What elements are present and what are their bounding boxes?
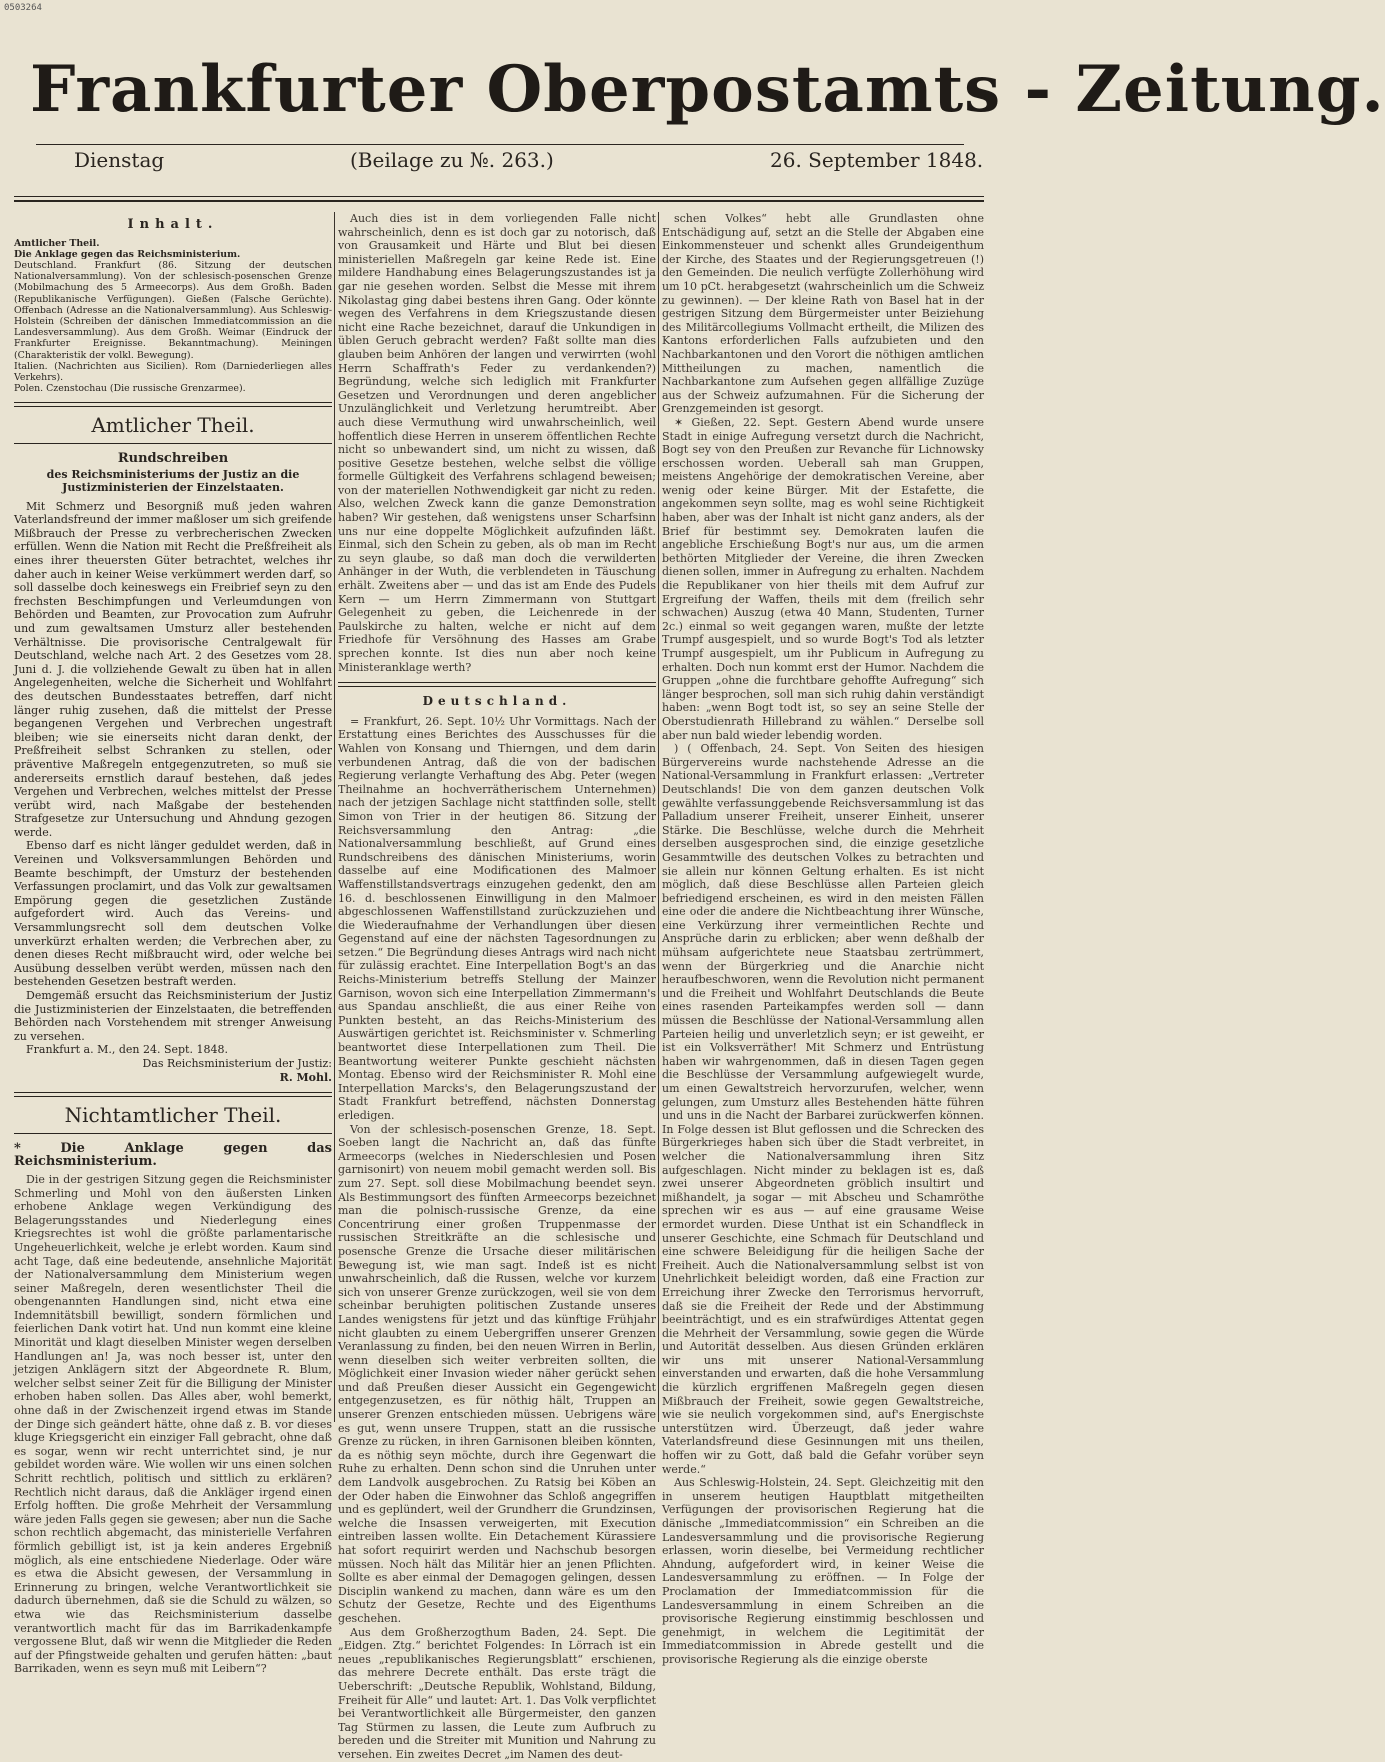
weekday: Dienstag [74, 148, 165, 172]
paragraph: Auch dies ist in dem vorliegenden Falle nicht wahrscheinlich, denn es ist doch gar zu notorisch, daß von Grausamkeit und Härte und Blut bei diesen ministeriellen Maßregeln gar keine Rede ist. Eine mildere Handhabung eines Belagerungszustandes ist ja gar nie gesehen worden. Selbst die Messe mit ihrem Nikolastag ging dabei bestens ihren Gang. Oder könnte wegen des Verfahrens in dem Kriegszustande diesen nicht eine Rache bezeichnet, darauf die Unkundigen in üblen Geruch gebracht werden? Faßt sollte man dies glauben beim Anhören der langen und verwirrten (wohl Herrn Schaffrath's Feder zu verdankenden?) Begründung, welche sich lediglich mit Frankfurter Gesetzen und Verordnungen und deren angeblicher Unzulänglichkeit und Verletzung herumtreibt. Aber auch diese Vermuthung wird unwahrscheinlich, weil hoffentlich diese Herren in unserem öffentlichen Rechte nicht so unbewandert sind, um nicht zu wissen, daß positive Gesetze bestehen, welche selbst die völlige formelle Gültigkeit des Verfahrens schlagend beweisen; von der materiellen Nothwendigkeit gar nicht zu reden. Also, welchen Zweck kann die ganze Demonstration haben? Wir gestehen, daß wenigstens unser Scharfsinn uns nur eine doppelte Möglichkeit aufzufinden läßt. Einmal, sich den Schein zu geben, als ob man im Recht zu seyn glaube, so daß man doch die verwilderten Anhänger in der Wuth, die verblendeten in Täuschung erhält. Zweitens aber — und das ist am Ende des Pudels Kern — um Herrn Zimmermann von Stuttgart Gelegenheit zu geben, die Leichenrede in der Paulskirche zu halten, welche er nicht auf dem Friedhofe für Versöhnung des Hasses am Grabe sprechen konnte. Ist dies nun aber noch keine Ministeranklage werth? [338, 212, 656, 674]
contents-heading: Inhalt. [127, 217, 219, 232]
column-3 [662, 212, 984, 1666]
section-rule [338, 682, 656, 687]
section-title-nichtamtlich: Nichtamtlicher Theil. [64, 1103, 282, 1128]
paragraph: = Frankfurt, 26. Sept. 10½ Uhr Vormittags. Nach der Erstattung eines Berichtes des Ausschusses für die Wahlen von Konsang und Thierngen, und dem darin verbundenen Antrag, daß die von der badischen Regierung verlangte Verhaftung des Abg. Peter (wegen Theilnahme an hochverrätherischem Unternehmen) nach der jetzigen Sachlage nicht stattfinden solle, stellt Simon von Trier in der heutigen 86. Sitzung der Reichsversammlung den Antrag: „die Nationalversammlung beschließt, auf Grund eines Rundschreibens des dänischen Ministeriums, worin dasselbe auf eine Modificationen des Malmoer Waffenstillstandsvertrags einzugehen gedenkt, den am 16. d. beschlossenen Einwilligung in den Malmoer abgeschlossenen Waffenstillstand zurückzuziehen und die Wiederaufnahme der Verhandlungen über diesen Gegenstand auf eine der nächsten Tagesordnungen zu setzen.“ Die Begründung dieses Antrags wird nach nicht für zulässig erachtet. Eine Interpellation Bogt's an das Reichs-Ministerium betreffs Stellung der Mainzer Garnison, wovon sich eine Interpellation Zimmermann's aus Spandau anschließt, die aus einer Reihe von Punkten besteht, an das Reichs-Ministerium des Auswärtigen gerichtet ist. Reichsminister v. Schmerling beantwortet diese Interpellationen zum Theil. Die Beantwortung weiterer Punkte geschieht nächsten Montag. Ebenso wird der Reichsminister R. Mohl eine Interpellation Marcks's, den Belagerungszustand der Stadt Frankfurt betreffend, nächsten Donnerstag erledigen. [338, 714, 656, 1122]
paragraph: ✶ Gießen, 22. Sept. Gestern Abend wurde unsere Stadt in einige Aufregung versetzt durch die Nachricht, Bogt sey von den Preußen zur Revanche für Lichnowsky erschossen worden. Ueberall sah man Gruppen, meistens Angehörige der demokratischen Vereine, aber wenig oder keine Bürger. Mit der Estafette, die angekommen seyn sollte, mag es wohl seine Richtigkeit haben, aber was der Inhalt ist nicht ganz anders, als der Brief für bestimmt sey. Demokraten laufen die angebliche Erschießung Bogt's nur aus, um die armen bethörten Mitglieder der Vereine, die ihren Zwecken dienen sollen, immer in Aufregung zu erhalten. Nachdem die Republikaner von hier theils mit dem Aufruf zur Ergreifung der Waffen, theils mit dem (freilich sehr schwachen) Auszug (etwa 40 Mann, Studenten, Turner 2c.) einmal so weit gegangen waren, mußte der letzte Trumpf ausgespielt, und so wurde Bogt's Tod als letzter Trumpf ausgespielt, um ihr Publicum in Aufregung zu erhalten. Doch nun kommt erst der Humor. Nachdem die Gruppen „ohne die furchtbare gehoffte Aufregung“ sich länger besprochen, soll man sich ruhig dahin verständigt haben: „wenn Bogt todt ist, so sey an seine Stelle der Oberstudienrath Hillebrand zu wählen.“ Derselbe soll aber nun bald wieder lebendig worden. [662, 415, 984, 742]
contents-item: Die Anklage gegen das Reichsministerium. [14, 248, 241, 260]
paragraph: ) ( Offenbach, 24. Sept. Von Seiten des hiesigen Bürgervereins wurde nachstehende Adresse an die National-Versammlung in Frankfurt erlassen: „Vertreter Deutschlands! Die von dem ganzen deutschen Volk gewählte verfassunggebende Reichsversammlung ist das Palladium unserer Freiheit, unserer Einheit, unserer Stärke. Die Beschlüsse, welche durch die Mehrheit derselben ausgesprochen sind, die einzige gesetzliche Gesammtwille des deutschen Volkes zu betrachten und sie allein nur können Geltung erhalten. Es ist nicht möglich, daß diese Beschlüsse allen Parteien gleich befriedigend erscheinen, es wird in den meisten Fällen eine oder die andere die Nichtbeachtung ihrer Wünsche, eine Verkürzung ihrer vermeintlichen Rechte und Ansprüche darin zu erblicken; aber wenn deßhalb der mühsam aufgerichtete neue Staatsbau zertrümmert, wenn der Bürgerkrieg und die Anarchie nicht heraufbeschworen, wenn die Revolution nicht permanent und die Freiheit und Wohlfahrt Deutschlands die Beute eines rasenden Parteikampfes werden soll — dann müssen die Beschlüsse der National-Versammlung allen Parteien heilig und unverletzlich seyn; er ist geweiht, er ist ein Volksverräther! Mit Schmerz und Entrüstung haben wir wahrgenommen, daß in diesen Tagen gegen die Beschlüsse der Versammlung aufgewiegelt wurde, um einen Gewaltstreich hervorzurufen, welcher, wenn gelungen, zum Umsturz alles Bestehenden hätte führen und uns in die Nacht der Barbarei zurückwerfen können. In Folge dessen ist Blut geflossen und die Schrecken des Bürgerkrieges haben sich über die Stadt verbreitet, in welcher die Nationalversammlung ihren Sitz aufgeschlagen. Nicht minder zu beklagen ist es, daß zwei unserer Abgeordneten gröblich insultirt und mißhandelt, ja sogar — mit Abscheu und Schamröthe sprechen wir es aus — auf eine grausame Weise ermordet wurden. Diese Unthat ist ein Schandfleck in unserer Geschichte, eine Schmach für Deutschland und eine schwere Beleidigung für die heiligen Sache der Freiheit. Auch die Nationalversammlung selbst ist von Unehrlichkeit beleidigt worden, daß eine Fraction zur Erreichung ihrer Zwecke den Terrorismus hervorruft, daß sie die Freiheit der Rede und der Abstimmung beeinträchtigt, und es ein strafwürdiges Attentat gegen die Mehrheit der Versammlung, sowie gegen die Würde und Autorität desselben. Aus diesen Gründen erklären wir uns mit unserer National-Versammlung einverstanden und erwarten, daß die hohe Versammlung die kürzlich ergriffenen Maßregeln gegen diesen Mißbrauch der Freiheit, sowie gegen Gewaltstreiche, wie sie neulich vorgekommen sind, auf's Energischste unterstützen wird. Überzeugt, daß jeder wahre Vaterlandsfreund diese Gesinnungen mit uns theilen, hoffen wir zu Gott, daß bald die Gefahr vorüber seyn werde.“ [662, 742, 984, 1476]
section-rule [14, 1133, 332, 1134]
paragraph: Ebenso darf es nicht länger geduldet werden, daß in Vereinen und Volksversammlungen Behörden und Beamte beschimpft, der Umsturz der bestehenden Verfassungen proclamirt, und das Volk zur gewaltsamen Empörung gegen die gesetzlichen Zustände aufgefordert wird. Auch das Vereins- und Versammlungsrecht soll dem deutschen Volke unverkürzt erhalten werden; die Verbrechen aber, zu denen dieses Recht mißbraucht wird, oder welche bei Ausübung desselben verübt werden, müssen nach den bestehenden Gesetzen bestraft werden. [14, 839, 332, 989]
article-heading-anklage: * Die Anklage gegen das Reichsministerium. [14, 1140, 332, 1170]
paragraph: Mit Schmerz und Besorgniß muß jeden wahren Vaterlandsfreund der immer maßloser um sich greifende Mißbrauch der Presse zu verbrecherischen Zwecken erfüllen. Wenn die Nation mit Recht die Preßfreiheit als eines ihrer theuersten Güter betrachtet, welches ihr daher auch in keiner Weise verkümmert werden darf, so soll dasselbe doch keineswegs ein Freibrief seyn zu den frechsten Beschimpfungen und Verleumdungen von Behörden und Beamten, zur Provocation zum Aufruhr und zum gewaltsamen Umsturz aller bestehenden Verhältnisse. Die provisorische Centralgewalt für Deutschland, welche nach Art. 2 des Gesetzes vom 28. Juni d. J. die vollziehende Gewalt zu üben hat in allen Angelegenheiten, welche die Sicherheit und Wohlfahrt des deutschen Bundesstaates betreffen, darf nicht länger ruhig zusehen, daß die mittelst der Presse begangenen Vergehen und Verbrechen ungestraft bleiben; wie sie einerseits nicht daran denkt, der Preßfreiheit selbst Schranken zu stellen, oder präventive Maßregeln entgegenzutreten, so muß sie andererseits ernstlich darauf bestehen, daß jedes Vergehen und Verbrechen, welches mittelst der Presse verübt wird, nach Maßgabe der bestehenden Strafgesetze zur Untersuchung und Ahndung gezogen werde. [14, 499, 332, 839]
masthead-rule [36, 144, 964, 145]
column-divider-2 [658, 212, 659, 1422]
section-rule [14, 1092, 332, 1097]
masthead-title: Frankfurter Oberpostamts - Zeitung. [30, 52, 1385, 127]
paragraph: Frankfurt a. M., den 24. Sept. 1848. [26, 1043, 228, 1057]
signature-line: Das Reichsministerium der Justiz: [142, 1056, 332, 1070]
signature-name: R. Mohl. [279, 1070, 332, 1084]
section-title-deutschland: Deutschland. [422, 694, 572, 709]
contents-list [14, 238, 332, 395]
issue-date: 26. September 1848. [770, 148, 984, 172]
header-rule-top [14, 196, 984, 197]
paragraph: Demgemäß ersucht das Reichsministerium der Justiz die Justizministerien der Einzelstaaten, die betreffenden Behörden nach Vorstehendem mit strenger Anweisung zu versehen. [14, 989, 332, 1043]
contents-item: Amtlicher Theil. [14, 237, 100, 249]
paragraph: Die in der gestrigen Sitzung gegen die Reichsminister Schmerling und Mohl von den äußersten Linken erhobene Anklage wegen Verkündigung des Belagerungsstandes und Niederlegung eines Kriegsrechtes ist wohl die größte parlamentarische Ungeheuerlichkeit, welche je erlebt worden. Kaum sind acht Tage, daß eine bedeutende, ansehnliche Majorität der Nationalversammlung dem Ministerium wegen seiner Maßregeln, deren wesentlichster Theil die obengenannten Handlungen sind, nicht etwa eine Indemnitätsbill bewilligt, sondern förmlichen und feierlichen Dank votirt hat. Und nun kommt eine kleine Minorität und klagt dieselben Minister wegen derselben Handlungen an! Ja, was noch besser ist, unter den jetzigen Anklägern sitzt der Abgeordnete R. Blum, welcher selbst seiner Zeit für die Billigung der Minister erhoben haben sollen. Das Alles aber, wohl bemerkt, ohne daß in der Zwischenzeit irgend etwas im Stande der Dinge sich geändert hätte, ohne daß z. B. vor dieses kluge Kriegsgericht ein einziger Fall gebracht, ohne daß es sogar, wenn wir recht unterrichtet sind, je nur gebildet worden wäre. Wie wollen wir uns einen solchen Schritt rechtlich, politisch und sittlich zu erklären? Rechtlich nicht daraus, daß die Ankläger irgend einen Erfolg hofften. Die große Mehrheit der Versammlung wäre jeden Falls gegen sie gewesen; aber nun die Sache schon rechtlich abgemacht, das ministerielle Verfahren förmlich gebilligt ist, ist ja kein anderes Ergebniß möglich, als eine entschiedene Niederlage. Oder wäre es etwa die Absicht gewesen, der Versammlung in Erinnerung zu bringen, welche Verantwortlichkeit sie dadurch übernehmen, daß sie die Schuld zu wälzen, so etwa wie das Reichsministerium dasselbe verantwortlich macht für das im Barrikadenkampfe vergossene Blut, daß wir wenn die Mitglieder die Reden auf der Pfingstweide gehalten und gerufen hätten: „baut Barrikaden, wenn es seyn muß mit Leibern“? [14, 1172, 332, 1676]
paragraph: schen Volkes“ hebt alle Grundlasten ohne Entschädigung auf, setzt an die Stelle der Abgaben eine Einkommensteuer und schenkt alles Grundeigenthum der Kirche, des Staates und der Regierungsgetreuen (!) den Gemeinden. Die neulich verfügte Zollerhöhung wird um 10 pCt. herabgesetzt (wahrscheinlich um die Schweiz zu gewinnen). — Der kleine Rath von Basel hat in der gestrigen Sitzung dem Bürgermeister unter Beiziehung des Militärcollegiums Vollmacht ertheilt, die Milizen des Kantons erforderlichen Falls aufzubieten und den Nachbarkantonen und den Vorort die nöthigen amtlichen Mittheilungen zu machen, namentlich die Nachbarkantone zum Aufsehen gegen allfällige Zuzüge aus der Schweiz aufzumahnen. Für die Sicherung der Grenzgemeinden ist gesorgt. [662, 212, 984, 416]
paragraph: Von der schlesisch-posenschen Grenze, 18. Sept. Soeben langt die Nachricht an, daß das fünfte Armeecorps (welches in Niederschlesien und Posen garnisonirt) von neuem mobil gemacht werden soll. Bis zum 27. Sept. soll diese Mobilmachung beendet seyn. Als Bestimmungsort des fünften Armeecorps bezeichnet man die polnisch-russische Grenze, da eine Concentrirung einer großen Truppenmasse der russischen Streitkräfte an die schlesische und posensche Grenze die Ursache dieser militärischen Bewegung ist, wie man sagt. Indeß ist es nicht unwahrscheinlich, daß die Russen, welche vor kurzem sich von unserer Grenze zurückzogen, weil sie von dem scheinbar beruhigten politischen Zustande unseres Landes wenigstens für jetzt und das künftige Frühjahr nicht glaubten zu einem Uebergriffen unserer Grenzen Veranlassung zu finden, bei den neuen Wirren in Berlin, wenn dieselben sich weiter verbreiten sollten, die Möglichkeit einer Invasion wieder näher gerückt sehen und daß Preußen dieser Aussicht ein Gegengewicht entgegenzusetzen, es für nöthig hält, Truppen an unserer Grenzen entschieden müssen. Uebrigens wäre es gut, wenn unsere Truppen, statt an die russische Grenze zu rücken, in ihren Garnisonen bleiben könnten, da es nöthig seyn möchte, durch ihre Gegenwart die Ruhe zu erhalten. Denn schon sind die Unruhen unter dem Landvolk ausgebrochen. Zu Ratsig bei Köben an der Oder haben die Einwohner das Schloß angegriffen und es geplündert, weil der Grundherr die Grundzinsen, welche die Insassen verweigerten, mit Execution eintreiben lassen wollte. Ein Detachement Kürassiere hat sofort requirirt werden und Nachschub besorgen müssen. Noch hält das Militär hier an jenen Pflichten. Sollte es aber einmal der Demagogen gelingen, dessen Disciplin wankend zu machen, dann wäre es um den Schutz der Gesetze, Rechte und des Eigenthums geschehen. [338, 1122, 656, 1625]
contents-item: Italien. (Nachrichten aus Sicilien). Rom (Darniederliegen alles Verkehrs). [14, 360, 332, 384]
catalog-number: 0503264 [4, 3, 42, 13]
supplement-number: (Beilage zu №. 263.) [350, 148, 554, 172]
contents-item: Deutschland. Frankfurt (86. Sitzung der deutschen Nationalversammlung). Von der schlesisch-posenschen Grenze (Mobilmachung des 5 Armeecorps). Aus dem Großh. Baden (Republikanische Verfügungen). Gießen (Falsche Gerüchte). Offenbach (Adresse an die Nationalversammlung). Aus Schleswig-Holstein (Schreiben der dänischen Immediatcommission an die Landesversammlung). Aus dem Großh. Weimar (Eindruck der Frankfurter Ereignisse. Bekanntmachung). Meiningen (Charakteristik der volkl. Bewegung). [14, 260, 332, 361]
header-rule-bottom [14, 200, 984, 202]
article-title-rundschreiben: Rundschreiben [117, 451, 229, 467]
column-1 [14, 212, 332, 1676]
contents-item: Polen. Czenstochau (Die russische Grenzarmee). [14, 383, 246, 395]
dateline [0, 148, 1000, 184]
column-divider-1 [334, 212, 335, 1422]
paragraph: Aus Schleswig-Holstein, 24. Sept. Gleichzeitig mit den in unserem heutigen Hauptblatt mitgetheilten Verfügungen der provisorischen Regierung hat die dänische „Immediatcommission“ ein Schreiben an die Landesversammlung und die provisorische Regierung erlassen, worin dieselbe, bei Vermeidung rechtlicher Ahndung, aufgefordert wird, in keiner Weise die Landesversammlung zu eröffnen. — In Folge der Proclamation der Immediatcommission für die Landesversammlung in einem Schreiben an die provisorische Regierung einstimmig beschlossen und genehmigt, in welchem die Legitimität der Immediatcommission in Abrede gestellt und die provisorische Regierung als die einzige oberste [662, 1476, 984, 1666]
section-title-amtlich: Amtlicher Theil. [91, 413, 255, 438]
section-rule [14, 402, 332, 407]
paragraph: Aus dem Großherzogthum Baden, 24. Sept. Die „Eidgen. Ztg.“ berichtet Folgendes: In Lörrach ist ein neues „republikanisches Regierungsblatt“ erschienen, das mehrere Decrete enthält. Das erste trägt die Ueberschrift: „Deutsche Republik, Wohlstand, Bildung, Freiheit für Alle“ und lautet: Art. 1. Das Volk verpflichtet bei Verantwortlichkeit alle Bürgermeister, den ganzen Tag Stürmen zu lassen, die Leute zum Aufbruch zu bereden und die Streiter mit Munition und Nahrung zu versehen. Ein zweites Decret „im Namen des deut- [338, 1625, 656, 1761]
section-rule [14, 443, 332, 444]
article-subtitle: des Reichsministeriums der Justiz an die Justizministerien der Einzelstaaten. [46, 467, 300, 494]
column-2 [338, 212, 656, 1761]
